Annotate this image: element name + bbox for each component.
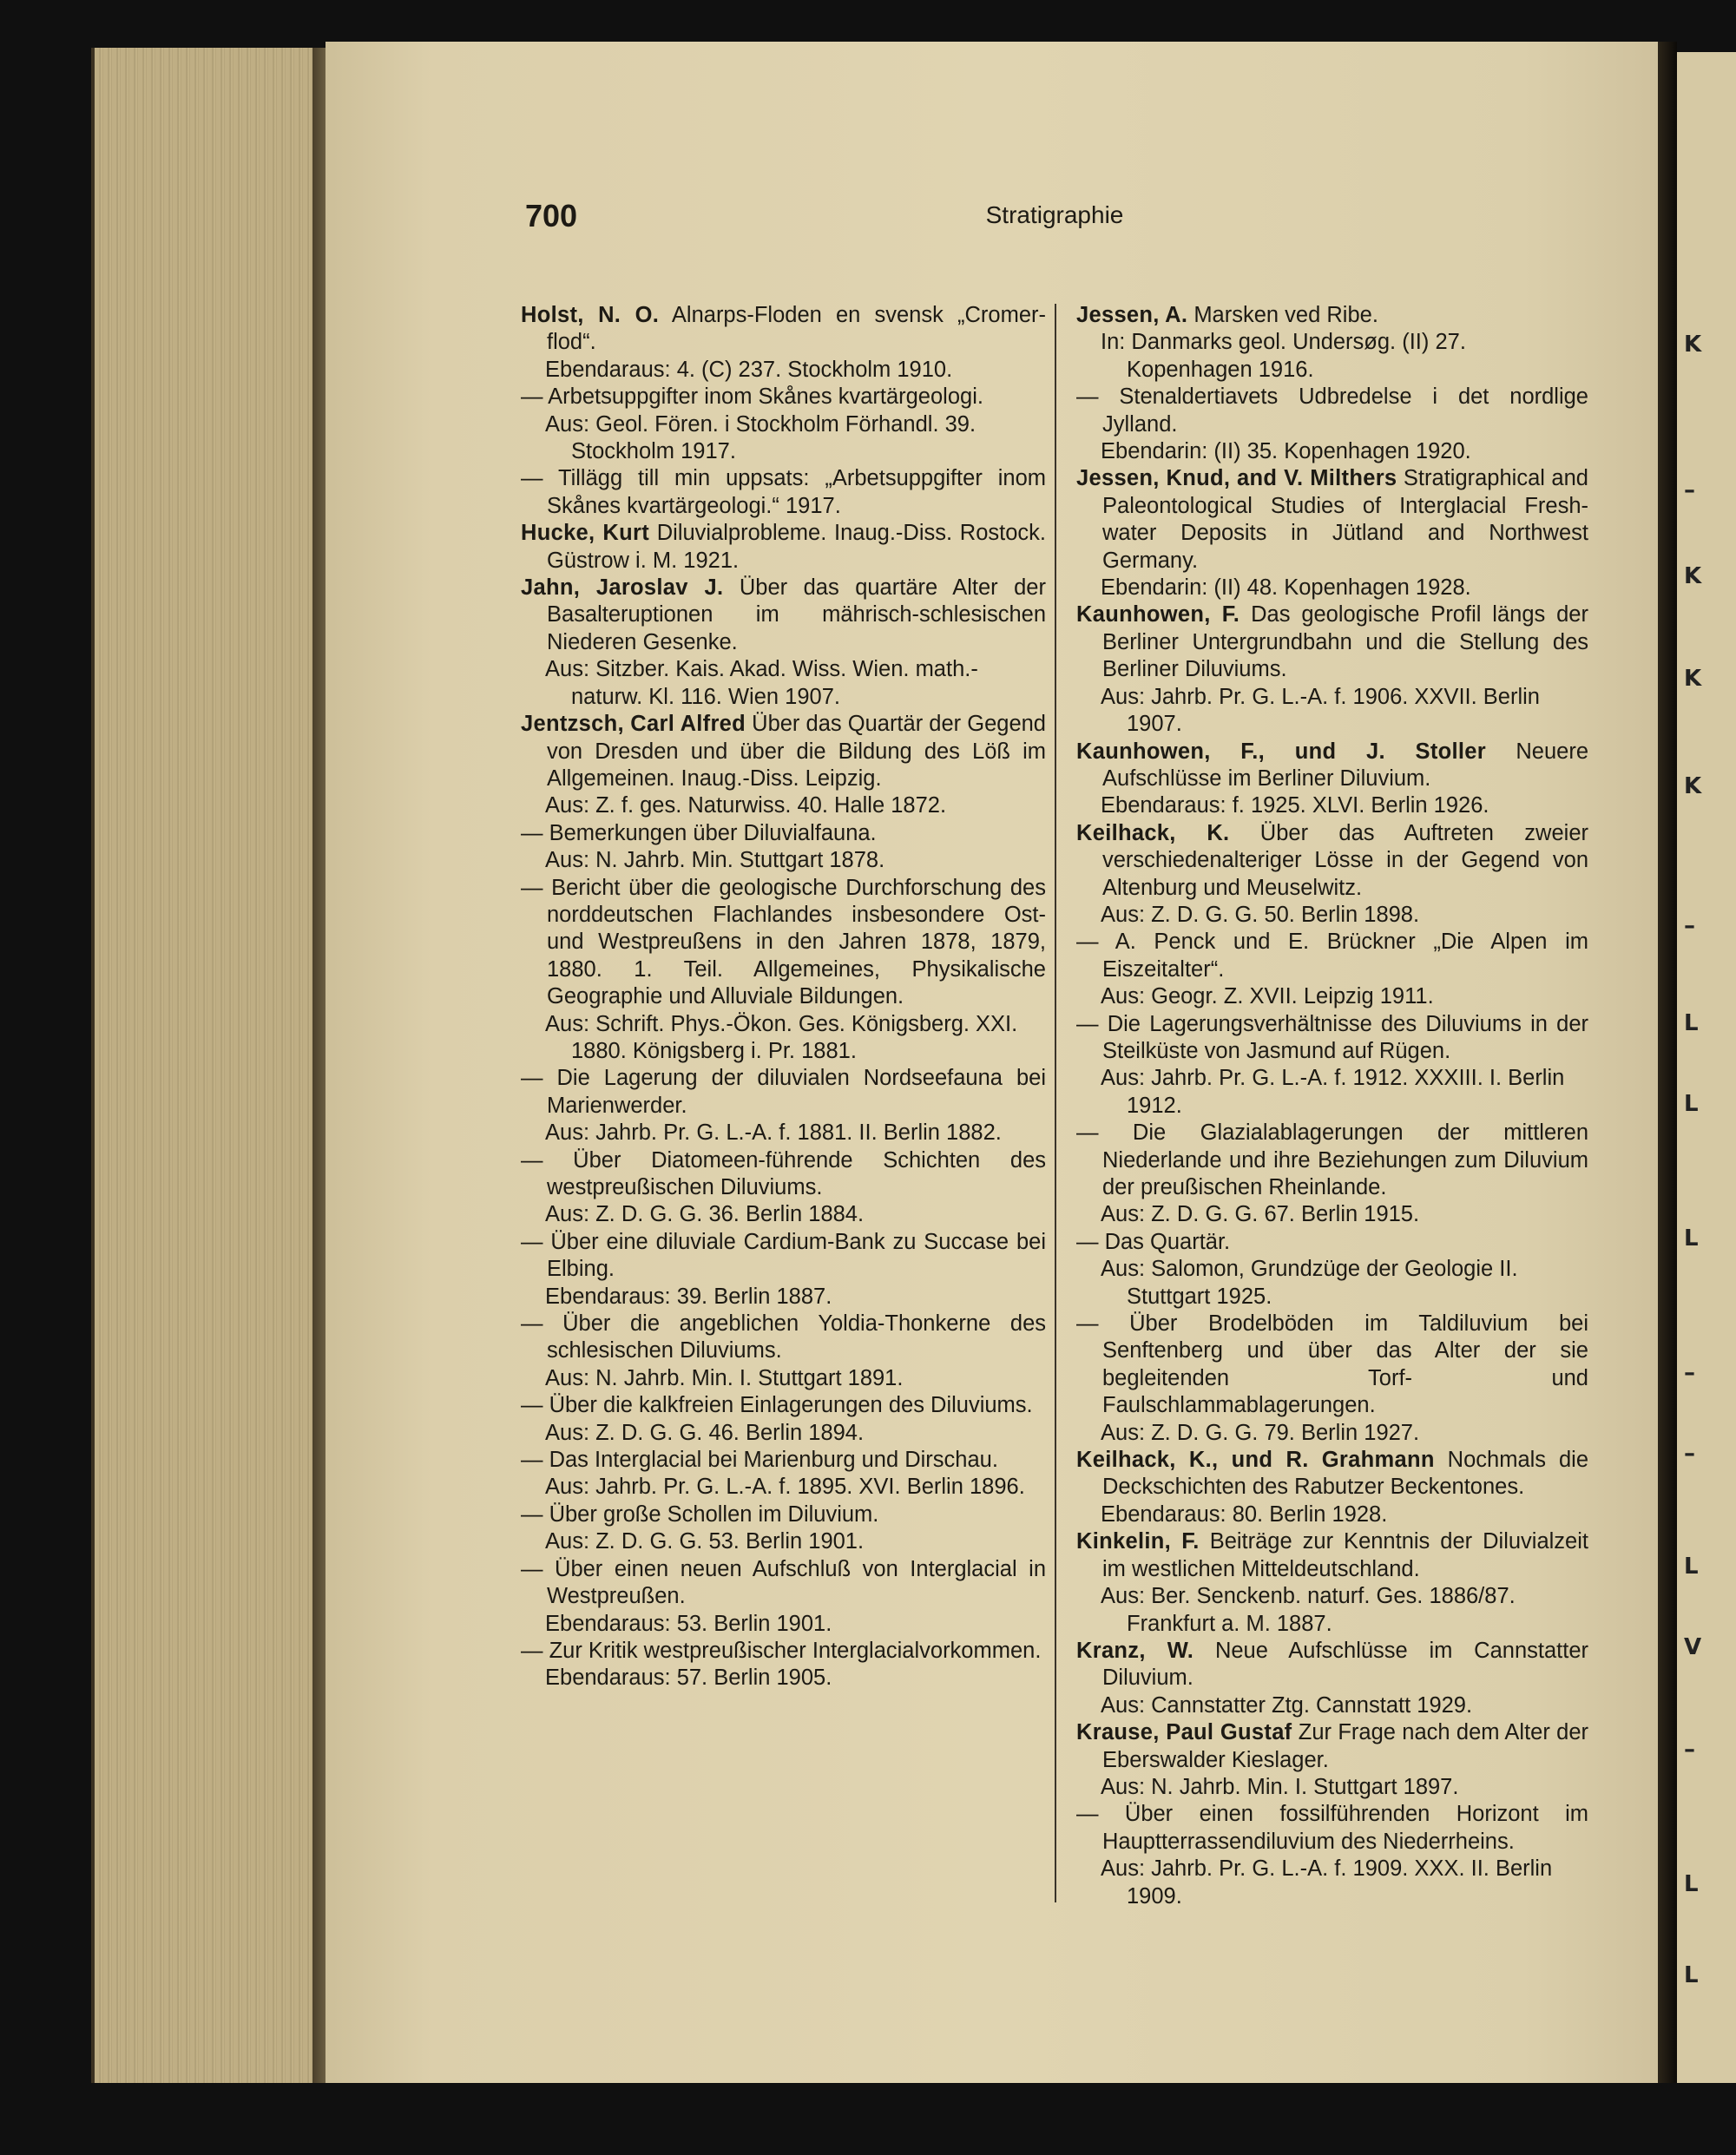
bibliography-entry <box>521 1147 1046 1229</box>
entry-source: Aus: Jahrb. Pr. G. L.-A. f. 1895. XVI. Berlin 1896. <box>545 1475 1025 1500</box>
entry-source: Aus: Z. D. G. G. 36. Berlin 1884. <box>545 1202 865 1227</box>
entry-author: Jentzsch, Carl Alfred <box>521 712 746 737</box>
book-page <box>326 42 1658 2083</box>
entry-author: Kaunhowen, F. <box>1076 602 1240 627</box>
next-page-fragment: L <box>1684 1870 1699 1897</box>
bibliography-entry <box>521 820 1046 875</box>
bibliography-entry <box>1076 1447 1588 1528</box>
entry-author: Keilhack, K. <box>1076 820 1230 845</box>
entry-author: Jessen, Knud, and V. Milthers <box>1076 466 1397 491</box>
entry-source: Aus: Jahrb. Pr. G. L.-A. f. 1909. XXX. II. Berlin 1909. <box>1101 1856 1553 1909</box>
entry-title: — Das Interglacial bei Marienburg und Dirschau. <box>521 1448 998 1473</box>
bibliography-entry <box>1076 1229 1588 1311</box>
entry-source: Aus: Jahrb. Pr. G. L.-A. f. 1906. XXVII. Berlin 1907. <box>1101 684 1540 737</box>
bibliography-entry <box>521 1392 1046 1447</box>
entry-source: Aus: N. Jahrb. Min. I. Stuttgart 1891. <box>545 1365 904 1390</box>
entry-author: Kranz, W. <box>1076 1638 1194 1663</box>
entry-title: — Über die angeblichen Yoldia-Thonkerne des schlesischen Diluviums. <box>521 1311 1046 1363</box>
entry-source: Aus: Z. D. G. G. 67. Berlin 1915. <box>1101 1202 1420 1227</box>
bibliography-entry <box>521 384 1046 465</box>
entry-source: Ebendaraus: f. 1925. XLVI. Berlin 1926. <box>1101 793 1489 818</box>
entry-source: Aus: Cannstatter Ztg. Cannstatt 1929. <box>1101 1692 1473 1718</box>
bibliography-entry <box>521 1065 1046 1146</box>
bibliography-entry <box>521 1556 1046 1638</box>
entry-title: — Über die kalkfreien Einlagerungen des Diluviums. <box>521 1393 1033 1418</box>
bibliography-entry <box>1076 1719 1588 1801</box>
bibliography-entry <box>521 1638 1046 1692</box>
bibliography-entry <box>1076 1311 1588 1447</box>
next-page-fragment: L <box>1684 1090 1699 1117</box>
entry-source: Ebendaraus: 80. Berlin 1928. <box>1101 1501 1388 1527</box>
entry-title: — Über Diatomeen-führende Schichten des westpreußischen Diluviums. <box>521 1147 1046 1199</box>
bibliography-entry <box>521 575 1046 711</box>
entry-source: Ebendarin: (II) 35. Kopenhagen 1920. <box>1101 439 1471 464</box>
bibliography-entry <box>521 302 1046 384</box>
right-column <box>1076 302 1588 1910</box>
entry-source: Aus: Salomon, Grundzüge der Geologie II. Stuttgart 1925. <box>1101 1257 1518 1309</box>
entry-source: Aus: Z. f. ges. Naturwiss. 40. Halle 1872. <box>545 793 947 818</box>
entry-title: — Stenaldertiavets Udbredelse i det nordlige Jylland. <box>1076 384 1588 437</box>
entry-title: — Arbetsuppgifter inom Skånes kvartärgeologi. <box>521 384 983 410</box>
entry-source: Ebendaraus: 39. Berlin 1887. <box>545 1284 832 1309</box>
bibliography-entry <box>521 875 1046 1066</box>
bibliography-entry <box>521 1447 1046 1501</box>
gutter <box>1658 42 1677 2083</box>
entry-title: Diluvialprobleme. Inaug.-Diss. Rostock. Güstrow i. M. 1921. <box>547 521 1046 573</box>
bibliography-entry <box>1076 465 1588 601</box>
next-page-fragment: – <box>1684 1440 1695 1467</box>
entry-title: Neuere Aufschlüsse im Berliner Diluvium. <box>1102 739 1589 791</box>
entry-source: Aus: Jahrb. Pr. G. L.-A. f. 1912. XXXIII. I. Berlin 1912. <box>1101 1066 1565 1118</box>
entry-author: Kaunhowen, F., und J. Stoller <box>1076 739 1486 764</box>
entry-source: Aus: Z. D. G. G. 53. Berlin 1901. <box>545 1529 865 1554</box>
entry-author: Jahn, Jaroslav J. <box>521 575 724 601</box>
entry-title: — A. Penck und E. Brückner „Die Alpen im Eiszeitalter“. <box>1076 930 1588 982</box>
bibliography-entry <box>1076 820 1588 930</box>
bibliography-entry <box>521 1311 1046 1392</box>
entry-title: Alnarps-Floden en svensk „Cromer-flod“. <box>547 303 1046 355</box>
bibliography-entry <box>1076 1528 1588 1638</box>
next-page-fragment: L <box>1684 1962 1699 1988</box>
entry-title: — Die Glazialablagerungen der mittleren Niederlande und ihre Beziehungen zum Diluvium der preußischen Rheinlande. <box>1076 1120 1588 1199</box>
entry-title: — Über einen neuen Aufschluß von Interglacial in Westpreußen. <box>521 1556 1046 1609</box>
entry-source: Aus: Schrift. Phys.-Ökon. Ges. Königsberg. XXI. 1880. Königsberg i. Pr. 1881. <box>545 1011 1018 1063</box>
entry-author: Krause, Paul Gustaf <box>1076 1720 1292 1745</box>
entry-source: Aus: Z. D. G. G. 79. Berlin 1927. <box>1101 1420 1420 1445</box>
entry-title: Das geologische Profil längs der Berliner Untergrundbahn und die Stellung des Berliner Diluviums. <box>1102 602 1588 682</box>
entry-source: Ebendaraus: 4. (C) 237. Stockholm 1910. <box>545 357 953 382</box>
next-page-fragment: K <box>1684 665 1702 692</box>
entry-source: In: Danmarks geol. Undersøg. (II) 27. Kopenhagen 1916. <box>1101 330 1466 382</box>
entry-source: Aus: Geol. Fören. i Stockholm Förhandl. 39. Stockholm 1917. <box>545 411 976 464</box>
next-page-fragment: K <box>1684 563 1702 589</box>
entry-source: Ebendaraus: 57. Berlin 1905. <box>545 1666 832 1691</box>
entry-source: Aus: Z. D. G. G. 46. Berlin 1894. <box>545 1420 865 1445</box>
entry-author: Jessen, A. <box>1076 303 1188 327</box>
bibliography-entry <box>1076 302 1588 384</box>
bibliography-entry <box>521 520 1046 575</box>
next-page-fragment: L <box>1684 1225 1699 1252</box>
entry-source: Ebendarin: (II) 48. Kopenhagen 1928. <box>1101 575 1471 601</box>
entry-title: Neue Aufschlüsse im Cannstatter Diluvium. <box>1102 1638 1589 1691</box>
next-page-fragment: L <box>1684 1553 1699 1580</box>
entry-title: — Zur Kritik westpreußischer Interglacialvorkommen. <box>521 1638 1042 1663</box>
entry-source: Aus: N. Jahrb. Min. I. Stuttgart 1897. <box>1101 1774 1459 1799</box>
bibliography-entry <box>1076 384 1588 465</box>
entry-title: — Die Lagerung der diluvialen Nordseefauna bei Marienwerder. <box>521 1066 1046 1118</box>
entry-author: Kinkelin, F. <box>1076 1529 1200 1554</box>
book-page-edges <box>91 48 329 2083</box>
entry-title: Marsken ved Ribe. <box>1194 303 1378 327</box>
entry-title: Über das Quartär der Gegend von Dresden und über die Bildung des Löß im Allgemeinen. Inaug.-Diss. Leipzig. <box>547 712 1046 791</box>
bibliography-entry <box>1076 1638 1588 1719</box>
entry-title: — Über große Schollen im Diluvium. <box>521 1501 879 1527</box>
bibliography-entry <box>1076 1011 1588 1120</box>
running-head: Stratigraphie <box>985 201 1124 228</box>
bibliography-entry <box>521 1229 1046 1311</box>
bibliography-entry <box>521 1501 1046 1556</box>
entry-title: — Über Brodelböden im Taldiluvium bei Senftenberg und über das Alter der sie begleitenden Torf- und Faulschlammablagerungen. <box>1076 1311 1588 1418</box>
entry-title: Nochmals die Deckschichten des Rabutzer Beckentones. <box>1102 1448 1588 1500</box>
next-page-fragment: – <box>1684 1736 1695 1763</box>
left-column <box>521 302 1046 1692</box>
entry-title: Beiträge zur Kenntnis der Diluvialzeit im westlichen Mitteldeutschland. <box>1102 1529 1588 1581</box>
next-page-fragment: K <box>1684 332 1702 358</box>
next-page-fragment: V <box>1684 1633 1702 1660</box>
next-page-fragment: – <box>1684 1359 1695 1386</box>
column-divider <box>1055 304 1056 1902</box>
page-header <box>525 198 1584 241</box>
entry-author: Hucke, Kurt <box>521 521 650 546</box>
bibliography-entry <box>1076 929 1588 1010</box>
entry-title: Über das Auftreten zweier verschiedenalteriger Lösse in der Gegend von Altenburg und Meuselwitz. <box>1102 820 1588 900</box>
entry-title: — Über einen fossilführenden Horizont im Hauptterrassendiluvium des Niederrheins. <box>1076 1802 1588 1854</box>
entry-source: Ebendaraus: 53. Berlin 1901. <box>545 1611 832 1636</box>
entry-title: — Über eine diluviale Cardium-Bank zu Succase bei Elbing. <box>521 1229 1046 1282</box>
entry-title: — Bericht über die geologische Durchforschung des norddeutschen Flachlandes insbesondere Ost- und Westpreußens in den Jahren 1878, 1879, 1880. 1. Teil. Allgemeines, Physikalische Geographie und Alluviale Bildungen. <box>521 875 1046 1009</box>
entry-author: Keilhack, K., und R. Grahmann <box>1076 1448 1435 1473</box>
entry-title: — Bemerkungen über Diluvialfauna. <box>521 820 877 845</box>
entry-title: — Die Lagerungsverhältnisse des Diluviums in der Steilküste von Jasmund auf Rügen. <box>1076 1011 1588 1063</box>
entry-title: Über das quartäre Alter der Basalteruptionen im mährisch-schlesischen Niederen Gesenke. <box>547 575 1046 654</box>
next-page-fragment: – <box>1684 476 1695 503</box>
bibliography-entry <box>1076 601 1588 738</box>
entry-source: Aus: Z. D. G. G. 50. Berlin 1898. <box>1101 902 1420 927</box>
bibliography-entry <box>1076 1801 1588 1910</box>
next-page-edge <box>1677 52 1736 2083</box>
bibliography-entry <box>521 711 1046 820</box>
entry-source: Aus: Jahrb. Pr. G. L.-A. f. 1881. II. Berlin 1882. <box>545 1120 1002 1146</box>
entry-title: Zur Frage nach dem Alter der Eberswalder Kieslager. <box>1102 1720 1588 1772</box>
entry-title: Stratigraphical and Paleontological Studies of Interglacial Fresh-water Deposits in Jütland and Northwest Germany. <box>1102 466 1588 573</box>
page-number: 700 <box>525 198 578 233</box>
entry-source: Aus: Sitzber. Kais. Akad. Wiss. Wien. math.-naturw. Kl. 116. Wien 1907. <box>545 657 978 709</box>
entry-title: — Tillägg till min uppsats: „Arbetsuppgifter inom Skånes kvartärgeologi.“ 1917. <box>521 466 1046 518</box>
entry-title: — Das Quartär. <box>1076 1229 1231 1254</box>
entry-source: Aus: N. Jahrb. Min. Stuttgart 1878. <box>545 848 885 873</box>
entry-author: Holst, N. O. <box>521 303 660 327</box>
bibliography-entry <box>521 465 1046 520</box>
next-page-fragment: L <box>1684 1009 1699 1036</box>
bibliography-entry <box>1076 1120 1588 1229</box>
entry-source: Aus: Geogr. Z. XVII. Leipzig 1911. <box>1101 984 1434 1009</box>
entry-source: Aus: Ber. Senckenb. naturf. Ges. 1886/87. Frankfurt a. M. 1887. <box>1101 1584 1516 1636</box>
next-page-fragment: K <box>1684 772 1702 799</box>
bibliography-entry <box>1076 739 1588 820</box>
next-page-fragment: – <box>1684 913 1695 939</box>
